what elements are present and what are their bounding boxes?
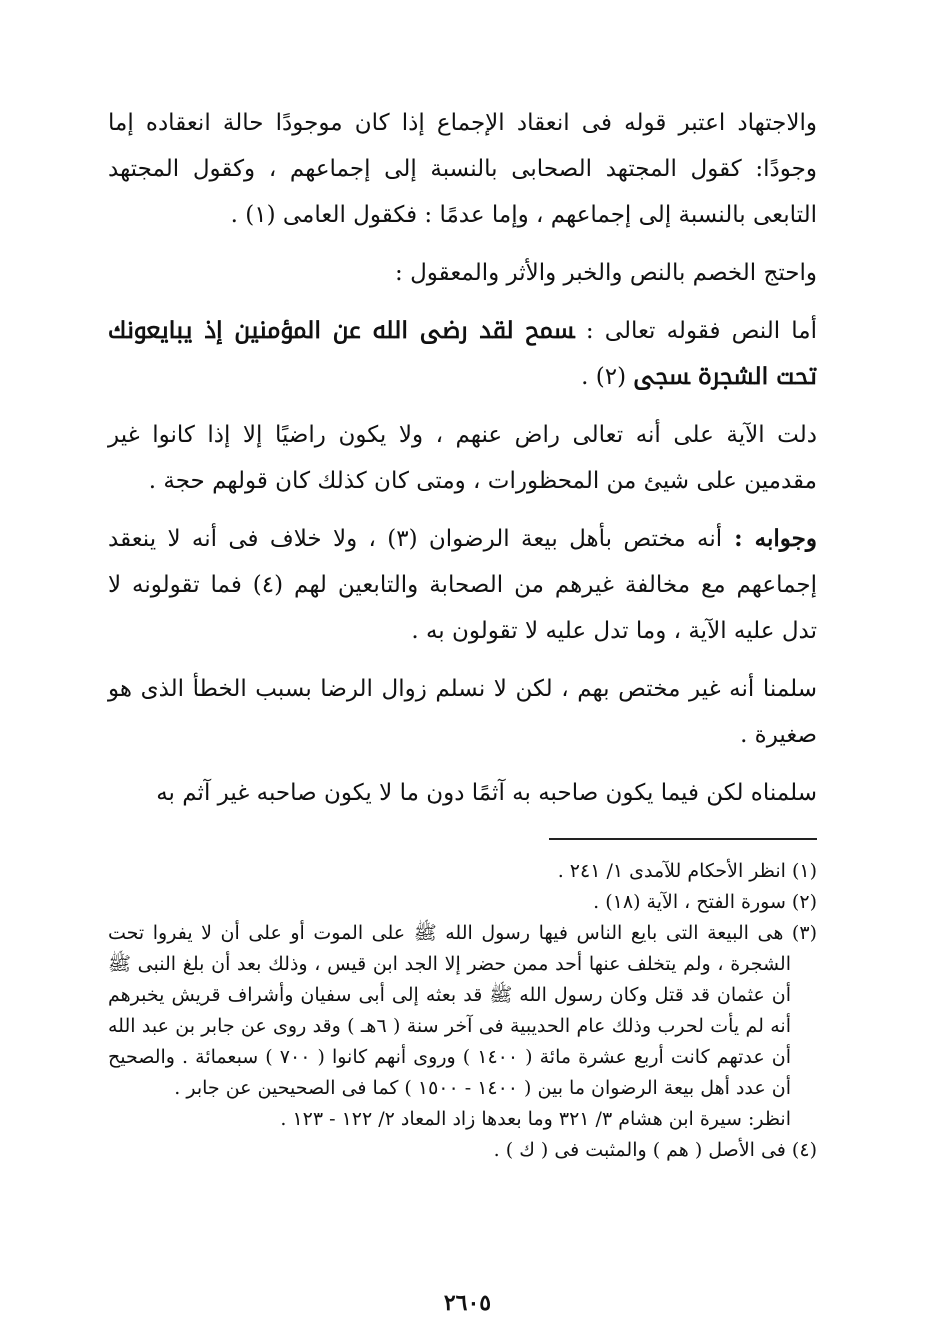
main-text xyxy=(108,100,817,816)
verse-citation: (٢) . xyxy=(581,364,634,390)
footnote-4: (٤) فى الأصل ( هم ) والمثبت فى ( ك ) . xyxy=(493,1139,817,1161)
footnotes xyxy=(108,856,817,1166)
paragraph: واحتج الخصم بالنص والخبر والأثر والمعقول : xyxy=(395,260,817,286)
footnote-3: (٣) هى البيعة التى بايع الناس فيها رسول الله ﷺ على الموت أو على أن لا يفروا تحت الشجرة ، ولم يتخلف عنها أحد ممن حضر إلا الجد ابن قيس ، وذلك بعد أن بلغ النبى ﷺ أن عثمان قد قتل وكان رسول الله ﷺ قد بعثه إلى أبى سفيان وأشراف قريش يخبرهم أنه لم يأت لحرب وذلك عام الحديبية فى آخر سنة ( ٦هـ ) وقد روى عن جابر بن عبد الله أن عدتهم كانت أربع عشرة مائة ( ١٤٠٠ ) وروى أنهم كانوا ( ٧٠٠ ) سبعمائة . والصحيح أن عدد أهل بيعة الرضوان ما بين ( ١٤٠٠ - ١٥٠٠ ) كما فى الصحيحين عن جابر . xyxy=(108,922,817,1099)
verse-intro: أما النص فقوله تعالى : xyxy=(574,318,817,344)
paragraph: والاجتهاد اعتبر قوله فى انعقاد الإجماع إذا كان موجودًا حالة انعقاده إما وجودًا: كقول المجتهد الصحابى بالنسبة إلى إجماعهم ، وكقول المجتهد التابعى بالنسبة إلى إجماعهم ، وإما عدمًا : فكقول العامى (١) . xyxy=(108,110,817,228)
quran-verse: ﵟ لقد رضى الله عن المؤمنين إذ يبايعونك تحت الشجرة ﵞ xyxy=(108,317,817,390)
footnote-2: (٢) سورة الفتح ، الآية (١٨) . xyxy=(593,891,817,913)
footnote-3-reference: انظر: سيرة ابن هشام ٣/ ٣٢١ وما بعدها زاد المعاد ٢/ ١٢٢ - ١٢٣ . xyxy=(280,1108,791,1130)
paragraph: سلمناه لكن فيما يكون صاحبه به آثمًا دون ما لا يكون صاحبه غير آثم به xyxy=(156,780,817,806)
answer-text: أنه مختص بأهل بيعة الرضوان (٣) ، ولا خلاف فى أنه لا ينعقد إجماعهم مع مخالفة غيرهم من الصحابة والتابعين لهم (٤) فما تقولونه لا تدل عليه الآية ، وما تدل عليه لا تقولون به . xyxy=(108,526,817,644)
paragraph-quran-verse xyxy=(108,308,817,400)
page-number: ٢٦٠٥ xyxy=(443,1290,492,1316)
paragraph: سلمنا أنه غير مختص بهم ، لكن لا نسلم زوال الرضا بسبب الخطأ الذى هو صغيرة . xyxy=(108,676,817,748)
paragraph: دلت الآية على أنه تعالى راض عنهم ، ولا يكون راضيًا إلا إذا كانوا غير مقدمين على شيئ من المحظورات ، ومتى كان كذلك كان قولهم حجة . xyxy=(108,422,817,494)
footnote-divider xyxy=(549,838,817,840)
paragraph-answer xyxy=(108,516,817,654)
answer-label: وجوابه : xyxy=(722,525,817,552)
footnote-1: (١) انظر الأحكام للآمدى ١/ ٢٤١ . xyxy=(557,860,817,882)
